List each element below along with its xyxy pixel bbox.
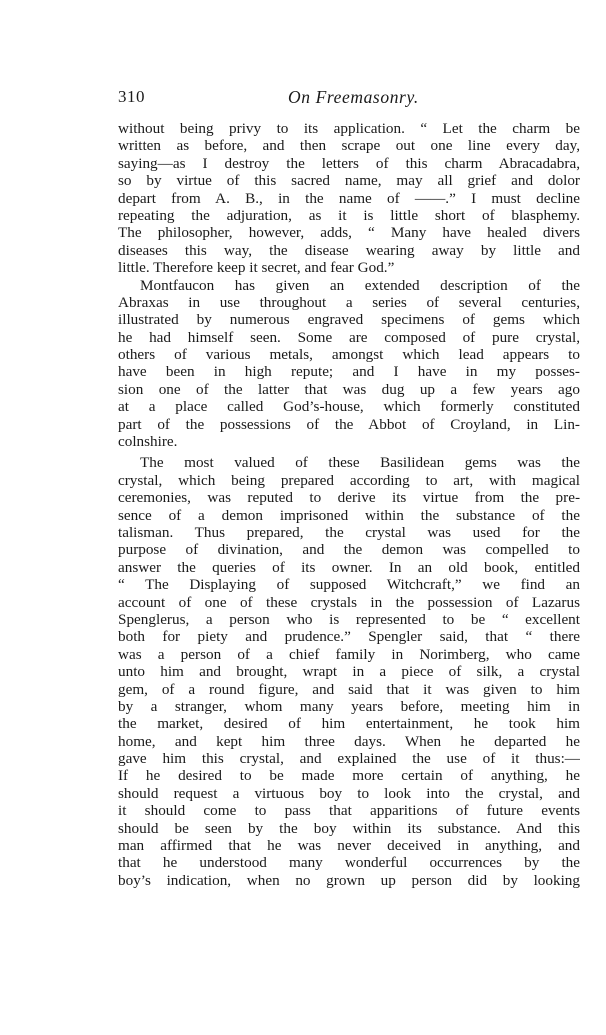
text-line: at a place called God’s-house, which formerly constituted — [118, 398, 580, 416]
text-line: saying—as I destroy the letters of this charm Abracadabra, — [118, 154, 580, 172]
text-line: home, and kept him three days. When he departed he — [118, 732, 580, 750]
text-line: man affirmed that he was never deceived in anything, and — [118, 837, 580, 855]
text-line: others of various metals, amongst which lead appears to — [118, 346, 580, 364]
text-line: gave him this crystal, and explained the use of it thus:— — [118, 750, 580, 768]
text-line: boy’s indication, when no grown up person did by looking — [118, 871, 580, 889]
text-line: sence of a demon imprisoned within the substance of the — [118, 506, 580, 524]
text-line: Spenglerus, a person who is represented to be “ excellent — [118, 610, 580, 628]
text-line: sion one of the latter that was dug up a few years ago — [118, 380, 580, 398]
text-line: crystal, which being prepared according to art, with magical — [118, 471, 580, 489]
text-line: have been in high repute; and I have in my posses- — [118, 363, 580, 381]
text-line: that he understood many wonderful occurrences by the — [118, 854, 580, 872]
text-line: Abraxas in use throughout a series of several centuries, — [118, 293, 580, 311]
text-line: purpose of divination, and the demon was compelled to — [118, 541, 580, 559]
text-line: by a stranger, whom many years before, meeting him in — [118, 697, 580, 715]
text-line: repeating the adjuration, as it is little short of blasphemy. — [118, 206, 580, 224]
text-line: little. Therefore keep it secret, and fear God.” — [118, 259, 395, 277]
text-line: answer the queries of its owner. In an old book, entitled — [118, 558, 580, 576]
text-line: it should come to pass that apparitions of future events — [118, 802, 580, 820]
text-line: he had himself seen. Some are composed of pure crystal, — [118, 328, 580, 346]
text-line: colnshire. — [118, 433, 178, 451]
text-line: ceremonies, was reputed to derive its virtue from the pre- — [118, 489, 580, 507]
running-title: On Freemasonry. — [288, 87, 419, 107]
text-line: was a person of a chief family in Norimberg, who came — [118, 645, 580, 663]
text-line: should be seen by the boy within its substance. And this — [118, 819, 580, 837]
text-line: The philosopher, however, adds, “ Many have healed divers — [118, 224, 580, 242]
text-line: illustrated by numerous engraved specimens of gems which — [118, 311, 580, 329]
text-line: diseases this way, the disease wearing away by little and — [118, 241, 580, 259]
text-line: so by virtue of this sacred name, may all grief and dolor — [118, 172, 580, 190]
text-line: talisman. Thus prepared, the crystal was used for the — [118, 523, 580, 541]
text-line: written as before, and then scrape out one line every day, — [118, 137, 580, 155]
text-line: without being privy to its application. “ Let the charm be — [118, 120, 580, 137]
text-line: Montfaucon has given an extended description of the — [140, 276, 580, 294]
text-line: should request a virtuous boy to look into the crystal, and — [118, 784, 580, 802]
text-line: both for piety and prudence.” Spengler said, that “ there — [118, 628, 580, 646]
text-line: gem, of a round figure, and said that it was given to him — [118, 680, 580, 698]
text-line: account of one of these crystals in the possession of Lazarus — [118, 593, 580, 611]
text-line: depart from A. B., in the name of ——.” I must decline — [118, 189, 580, 207]
page-number: 310 — [118, 87, 145, 106]
text-line: unto him and brought, wrapt in a piece of silk, a crystal — [118, 663, 580, 681]
body-text — [118, 120, 580, 889]
text-line: The most valued of these Basilidean gems was the — [140, 454, 580, 472]
text-line: part of the possessions of the Abbot of Croyland, in Lin- — [118, 415, 580, 433]
page-header — [118, 87, 580, 111]
text-line: the market, desired of him entertainment, he took him — [118, 715, 580, 733]
text-line: If he desired to be made more certain of anything, he — [118, 767, 580, 785]
text-line: “ The Displaying of supposed Witchcraft,” we find an — [118, 576, 580, 594]
